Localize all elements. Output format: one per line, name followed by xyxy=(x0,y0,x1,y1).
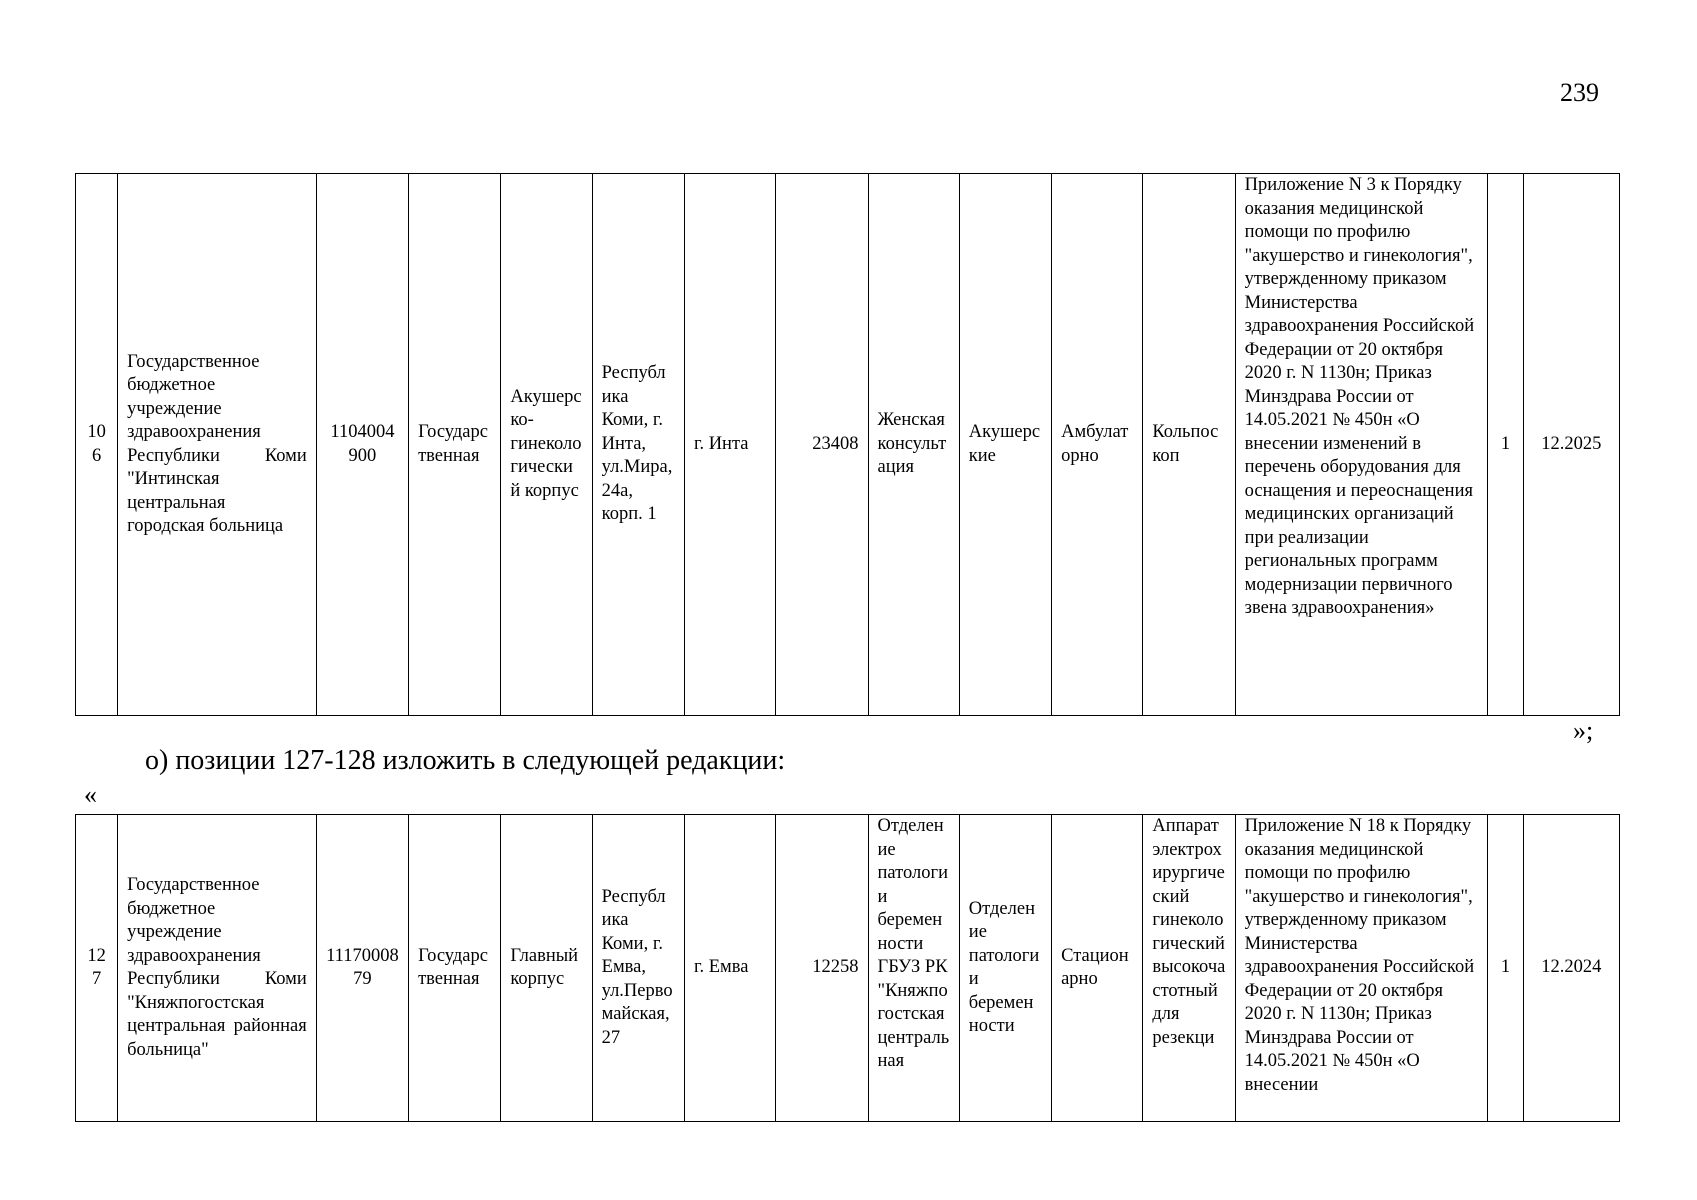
equipment-table-top xyxy=(75,173,1620,716)
row-number: 106 xyxy=(76,174,118,716)
ownership-form: Государственная xyxy=(409,815,501,1122)
quantity: 1 xyxy=(1488,174,1523,716)
organization-code: 1104004900 xyxy=(316,174,408,716)
row-number: 127 xyxy=(76,815,118,1122)
opening-quote: « xyxy=(84,780,97,809)
equipment-name: Кольпоскоп xyxy=(1143,174,1235,716)
department: Женская консультация xyxy=(868,174,959,716)
regulation-text: Приложение N 3 к Порядку оказания медицинской помощи по профилю "акушерство и гинекология", утвержденному приказом Министерства здравоохранения Российской Федерации от 20 октября 2020 г. N 1130н; Приказ Минздрава России от 14.05.2021 № 450н «О внесении изменений в перечень оборудования для оснащения и переоснащения медицинских организаций при реализации региональных программ модернизации первичного звена здравоохранения» xyxy=(1235,174,1488,716)
quantity: 1 xyxy=(1488,815,1523,1122)
building-name: Главный корпус xyxy=(501,815,592,1122)
delivery-date: 12.2024 xyxy=(1523,815,1619,1122)
oktmo-code: 23408 xyxy=(776,174,868,716)
regulation-cell xyxy=(1235,815,1488,1122)
care-conditions: Стационарно xyxy=(1052,815,1143,1122)
department-text: Отделение патологии беременности ГБУЗ РК "Княжпогостская центральная xyxy=(877,816,950,1071)
table-row xyxy=(76,174,1620,716)
city: г. Емва xyxy=(684,815,775,1122)
instruction-text: о) позиции 127-128 изложить в следующей редакции: xyxy=(145,745,786,776)
equipment-table-bottom xyxy=(75,814,1620,1122)
ownership-form: Государственная xyxy=(409,174,501,716)
care-conditions: Амбулаторно xyxy=(1052,174,1143,716)
regulation-text: Приложение N 18 к Порядку оказания медицинской помощи по профилю "акушерство и гинекология", утвержденному приказом Министерства здравоохранения Российской Федерации от 20 октября 2020 г. N 1130н; Приказ Минздрава России от 14.05.2021 № 450н «О внесении xyxy=(1244,816,1475,1095)
page-number: 239 xyxy=(1560,78,1599,107)
equipment-name xyxy=(1143,815,1235,1122)
department xyxy=(868,815,959,1122)
delivery-date: 12.2025 xyxy=(1523,174,1619,716)
city: г. Инта xyxy=(684,174,775,716)
organization-name: Государственное бюджетное учреждение здравоохранения Республики Коми "Интинская центральная городская больница xyxy=(118,174,317,716)
bed-profile: Отделение патологии беременности xyxy=(959,815,1051,1122)
building-name: Акушерско-гинекологический корпус xyxy=(501,174,592,716)
bed-profile: Акушерские xyxy=(959,174,1051,716)
address: Республика Коми, г. Емва, ул.Первомайская, 27 xyxy=(592,815,684,1122)
organization-code: 1117000879 xyxy=(316,815,408,1122)
oktmo-code: 12258 xyxy=(776,815,868,1122)
equipment-text: Аппарат электрохирургический гинекологический высокочастотный для резекци xyxy=(1152,816,1226,1048)
organization-name: Государственное бюджетное учреждение здравоохранения Республики Коми "Княжпогостская центральная районная больница" xyxy=(118,815,317,1122)
address: Республика Коми, г. Инта, ул.Мира, 24а, корп. 1 xyxy=(592,174,684,716)
closing-quote: »; xyxy=(1573,716,1594,745)
table-row xyxy=(76,815,1620,1122)
